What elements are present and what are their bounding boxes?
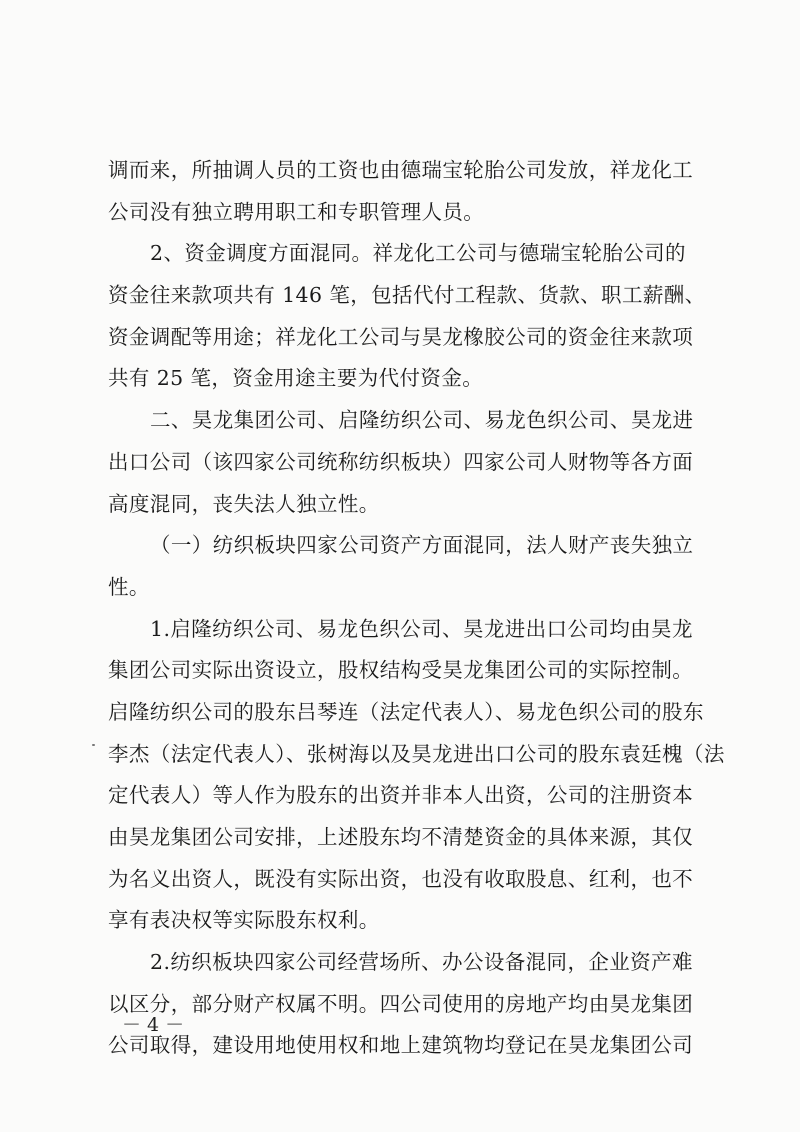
- text-line: 为名义出资人，既没有实际出资，也没有收取股息、红利，也不: [108, 866, 694, 891]
- text-line: 资金调配等用途；祥龙化工公司与昊龙橡胶公司的资金往来款项: [108, 324, 694, 349]
- text-line: 定代表人）等人作为股东的出资并非本人出资，公司的注册资本: [108, 783, 694, 808]
- page-number: － 4 －: [122, 1014, 185, 1036]
- text-line: 公司取得，建设用地使用权和地上建筑物均登记在昊龙集团公司: [108, 1033, 694, 1058]
- text-line: 资金往来款项共有 146 笔，包括代付工程款、货款、职工薪酬、: [108, 283, 706, 308]
- text-line: 由昊龙集团公司安排，上述股东均不清楚资金的具体来源，其仅: [108, 825, 694, 849]
- text-line: 享有表决权等实际股东权利。: [108, 908, 380, 933]
- text-line: 以区分，部分财产权属不明。四公司使用的房地产均由昊龙集团: [108, 991, 694, 1016]
- paragraph-start-line: 2.纺织板块四家公司经营场所、办公设备混同，企业资产难: [150, 950, 693, 975]
- scan-artifact: [92, 744, 95, 746]
- text-line: 调而来，所抽调人员的工资也由德瑞宝轮胎公司发放，祥龙化工: [108, 158, 694, 182]
- document-body: [108, 150, 725, 1067]
- text-line: 高度混同，丧失法人独立性。: [108, 491, 380, 516]
- text-line: 启隆纺织公司的股东吕琴连（法定代表人）、易龙色织公司的股东: [108, 699, 704, 724]
- text-line: 性。: [108, 574, 150, 599]
- text-line: 李杰（法定代表人）、张树海以及昊龙进出口公司的股东袁廷槐（法: [108, 741, 725, 766]
- subsection-heading-line: （一）纺织板块四家公司资产方面混同，法人财产丧失独立: [150, 533, 694, 558]
- text-line: 集团公司实际出资设立，股权结构受昊龙集团公司的实际控制。: [108, 658, 694, 683]
- paragraph-start-line: 2、资金调度方面混同。祥龙化工公司与德瑞宝轮胎公司的: [150, 241, 686, 266]
- paragraph-start-line: 1.启隆纺织公司、易龙色织公司、昊龙进出口公司均由昊龙: [150, 616, 693, 641]
- section-heading-line: 二、昊龙集团公司、启隆纺织公司、易龙色织公司、昊龙进: [150, 408, 694, 433]
- text-line: 出口公司（该四家公司统称纺织板块）四家公司人财物等各方面: [108, 449, 694, 474]
- text-line: 公司没有独立聘用职工和专职管理人员。: [108, 199, 485, 224]
- text-line: 共有 25 笔，资金用途主要为代付资金。: [108, 366, 484, 391]
